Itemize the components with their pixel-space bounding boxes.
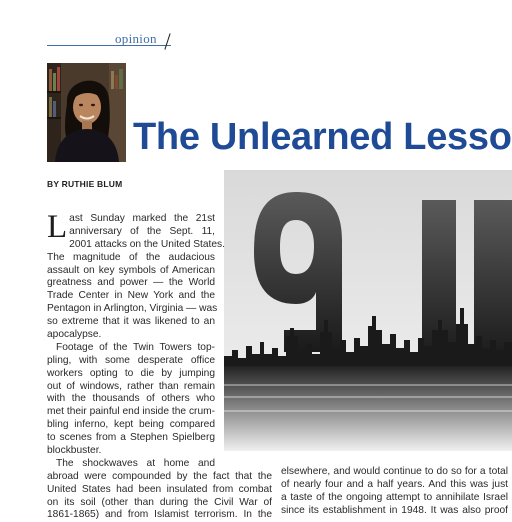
text-line: 2001 attacks on the United States. [69, 238, 225, 250]
text-line: pling, with some desperate office [47, 354, 215, 366]
text-line: of nearly four and a half years. And this was just [281, 478, 508, 490]
text-line: elsewhere, and would continue to do so for a total [281, 466, 508, 477]
text-line-wide: on its soil (other than during the Civil War of [47, 496, 272, 508]
text-line: blockbuster. [47, 445, 102, 457]
section-label: opinion [115, 31, 157, 46]
text-line-wide: abroad were compounded by the fact that the [47, 470, 272, 482]
text-line: ast Sunday marked the 21st [69, 213, 215, 224]
text-line: Footage of the Twin Towers top- [56, 341, 215, 353]
drop-cap: L [47, 209, 68, 245]
text-line-wide: United States had been insulated from combat [47, 483, 272, 495]
text-line: The shockwaves at home and [56, 457, 215, 469]
text-line: Trade Center in New York and the [47, 290, 215, 302]
text-line: apocalypse. [47, 329, 102, 341]
text-line: with the thousands of others who [47, 393, 215, 405]
author-photo [47, 63, 126, 162]
text-line: since its establishment in 1948. It was also proof [281, 504, 508, 516]
text-line: so extreme that it was likened to an [47, 316, 215, 328]
text-line: bling inferno, kept being compared [47, 419, 215, 431]
section-slash [164, 33, 170, 49]
text-line: met their painful end inside the crum- [47, 406, 215, 418]
section-tag [47, 30, 187, 50]
text-line: Pentagon in Arlington, Virginia — was [47, 303, 218, 315]
text-line: assault on key symbols of American [47, 264, 215, 276]
article-column-2 [281, 466, 508, 518]
text-line: out of windows, rather than remain [47, 380, 215, 392]
text-line: anniversary of the Sept. 11, [69, 225, 215, 237]
text-line-wide: 1861-1865) and from Islamist terrorism. In the [47, 509, 272, 521]
text-line: workers opting to die by jumping [47, 367, 215, 379]
skyline-reflection [224, 366, 512, 451]
text-line: to scenes from a Stephen Spielberg [47, 432, 215, 444]
text-line: a taste of the ongoing attempt to annihilate Israel [281, 491, 508, 503]
headline: The Unlearned Lesso [133, 116, 512, 158]
nine-eleven-artwork [224, 170, 512, 451]
text-line: The magnitude of the audacious [47, 251, 215, 263]
article-column-1 [47, 209, 272, 522]
byline: BY RUTHIE BLUM [47, 179, 123, 189]
text-line: greatness and power — the World [47, 277, 215, 289]
